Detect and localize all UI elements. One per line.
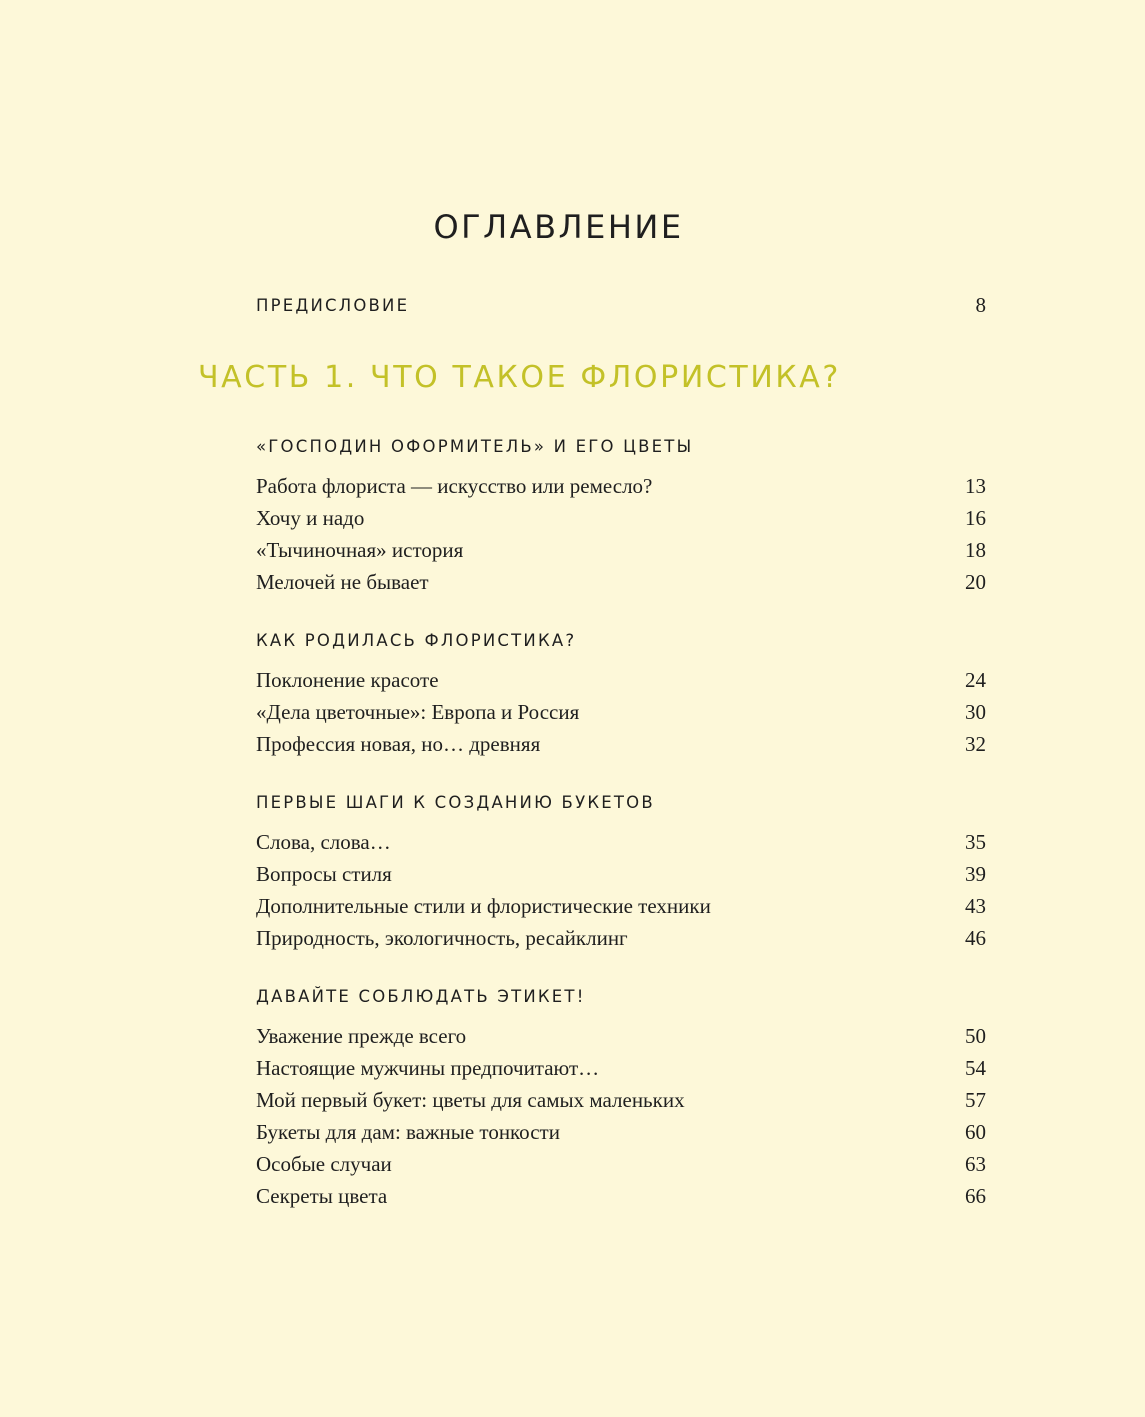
toc-entry[interactable] xyxy=(256,826,986,858)
toc-entry[interactable] xyxy=(256,502,986,534)
entry-page-number: 63 xyxy=(965,1151,986,1176)
entry-page-number: 50 xyxy=(965,1023,986,1048)
toc-entry[interactable] xyxy=(256,1052,986,1084)
toc-entry[interactable] xyxy=(256,566,986,598)
entry-title: Вопросы стиля xyxy=(256,861,392,886)
entry-title: Поклонение красоте xyxy=(256,667,439,692)
entry-page-number: 35 xyxy=(965,829,986,854)
entry-title: Профессия новая, но… древняя xyxy=(256,731,541,756)
toc-entry[interactable] xyxy=(256,696,986,728)
section-heading: ПЕРВЫЕ ШАГИ К СОЗДАНИЮ БУКЕТОВ xyxy=(256,793,655,812)
entry-page-number: 57 xyxy=(965,1087,986,1112)
entry-page-number: 20 xyxy=(965,569,986,594)
entry-title: Секреты цвета xyxy=(256,1183,388,1208)
entry-title: «Тычиночная» история xyxy=(256,537,464,562)
entry-title: Уважение прежде всего xyxy=(256,1023,467,1048)
toc-entry[interactable] xyxy=(256,858,986,890)
toc-entry[interactable] xyxy=(256,1148,986,1180)
entry-page-number: 30 xyxy=(965,699,986,724)
entry-page-number: 46 xyxy=(965,925,986,950)
entry-title: Особые случаи xyxy=(256,1151,392,1176)
toc-section-4 xyxy=(256,984,986,1212)
entry-title: Настоящие мужчины предпочитают… xyxy=(256,1055,600,1080)
toc-entry[interactable] xyxy=(256,1180,986,1212)
part-1-title: ЧАСТЬ 1. ЧТО ТАКОЕ ФЛОРИСТИКА? xyxy=(198,360,841,395)
entry-page-number: 32 xyxy=(965,731,986,756)
toc-entry[interactable] xyxy=(256,890,986,922)
entry-page-number: 24 xyxy=(965,667,986,692)
entry-title: Букеты для дам: важные тонкости xyxy=(256,1119,560,1144)
toc-entry-preface[interactable] xyxy=(256,292,986,318)
entry-page-number: 66 xyxy=(965,1183,986,1208)
entry-page-number: 39 xyxy=(965,861,986,886)
entry-title: Работа флориста — искусство или ремесло? xyxy=(256,473,653,498)
preface-page-number: 8 xyxy=(975,292,986,317)
entry-page-number: 13 xyxy=(965,473,986,498)
toc-entry[interactable] xyxy=(256,664,986,696)
entry-title: Природность, экологичность, ресайклинг xyxy=(256,925,628,950)
entry-page-number: 60 xyxy=(965,1119,986,1144)
entry-title: Дополнительные стили и флористические техники xyxy=(256,893,711,918)
page-title: ОГЛАВЛЕНИЕ xyxy=(433,208,684,247)
entry-page-number: 43 xyxy=(965,893,986,918)
toc-entry[interactable] xyxy=(256,534,986,566)
entry-page-number: 16 xyxy=(965,505,986,530)
toc-entry[interactable] xyxy=(256,728,986,760)
toc-entry[interactable] xyxy=(256,1116,986,1148)
entry-title: Слова, слова… xyxy=(256,829,391,854)
preface-label: ПРЕДИСЛОВИЕ xyxy=(256,295,410,315)
toc-entry[interactable] xyxy=(256,922,986,954)
entry-title: Мой первый букет: цветы для самых маленьких xyxy=(256,1087,685,1112)
entry-title: Мелочей не бывает xyxy=(256,569,429,594)
entry-title: Хочу и надо xyxy=(256,505,365,530)
section-heading: КАК РОДИЛАСЬ ФЛОРИСТИКА? xyxy=(256,631,577,650)
toc-entry[interactable] xyxy=(256,1084,986,1116)
toc-section-1 xyxy=(256,434,986,598)
toc-entry[interactable] xyxy=(256,1020,986,1052)
toc-section-2 xyxy=(256,628,986,760)
entry-page-number: 54 xyxy=(965,1055,986,1080)
entry-page-number: 18 xyxy=(965,537,986,562)
toc-section-3 xyxy=(256,790,986,954)
entry-title: «Дела цветочные»: Европа и Россия xyxy=(256,699,580,724)
toc-entry[interactable] xyxy=(256,470,986,502)
section-heading: «ГОСПОДИН ОФОРМИТЕЛЬ» И ЕГО ЦВЕТЫ xyxy=(256,437,694,456)
section-heading: ДАВАЙТЕ СОБЛЮДАТЬ ЭТИКЕТ! xyxy=(256,987,586,1006)
